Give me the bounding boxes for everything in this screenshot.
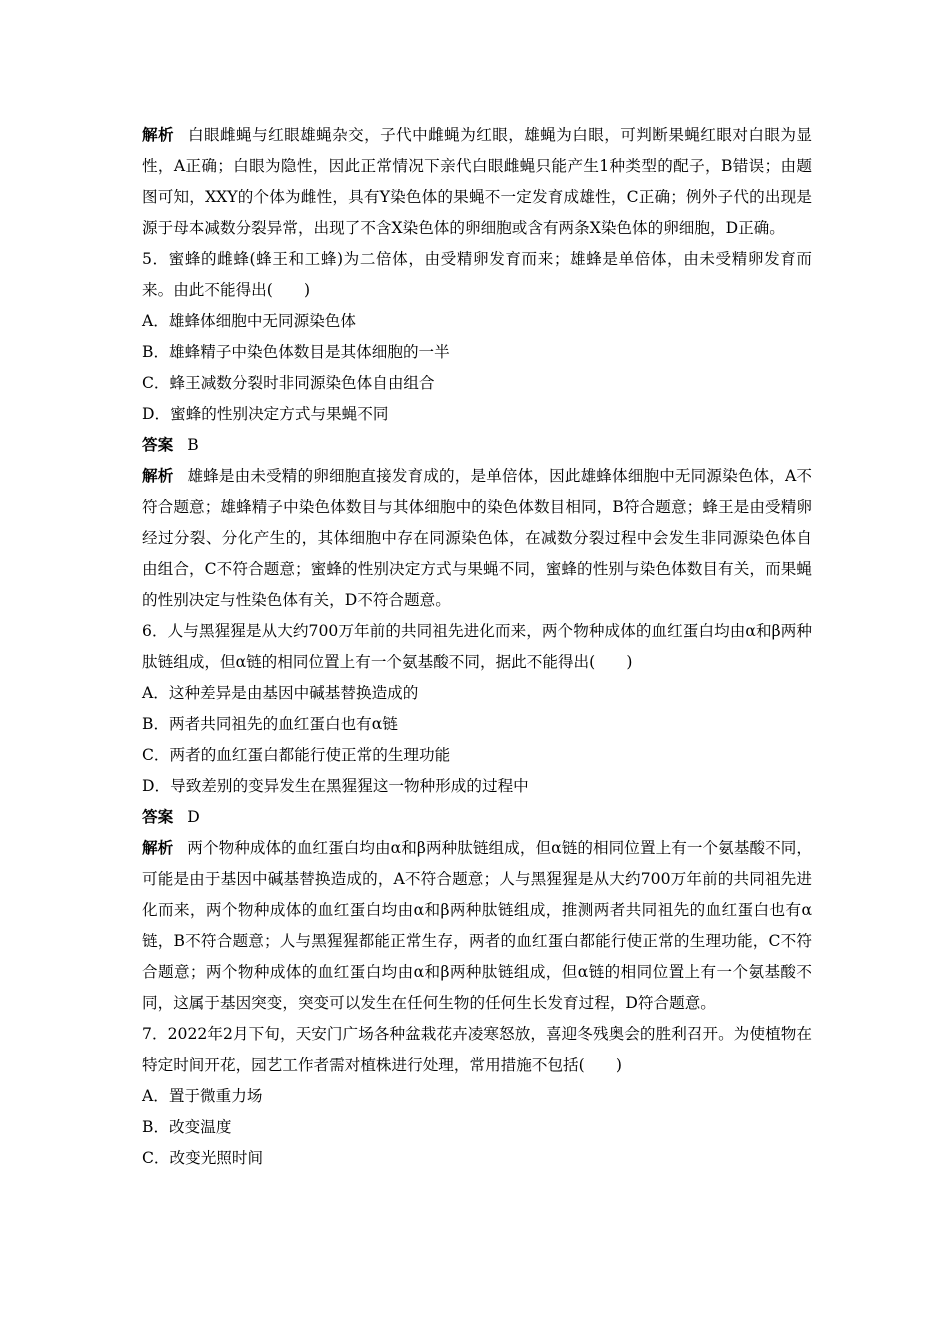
q6-option-b: B．两者共同祖先的血红蛋白也有α链 — [142, 715, 398, 733]
analysis-label: 解析 — [142, 126, 175, 144]
q5-option-c: C．蜂王减数分裂时非同源染色体自由组合 — [142, 374, 435, 392]
q4-analysis — [142, 120, 812, 244]
q7-stem: 7．2022年2月下旬，天安门广场各种盆栽花卉凌寒怒放，喜迎冬残奥会的胜利召开。为使植物在特定时间开花，园艺工作者需对植株进行处理，常用措施不包括( ) — [142, 1025, 812, 1074]
q6-option-c: C．两者的血红蛋白都能行使正常的生理功能 — [142, 746, 451, 764]
answer-label: 答案 — [142, 436, 174, 454]
q6-answer-value: D — [187, 808, 200, 826]
q6-analysis — [142, 833, 812, 1019]
q5-option-a: A．雄蜂体细胞中无同源染色体 — [142, 312, 356, 330]
analysis-label: 解析 — [142, 839, 174, 857]
q6-stem: 6．人与黑猩猩是从大约700万年前的共同祖先进化而来，两个物种成体的血红蛋白均由α和β两种肽链组成，但α链的相同位置上有一个氨基酸不同，据此不能得出( ) — [142, 622, 812, 671]
q5-analysis — [142, 461, 812, 616]
question-5 — [142, 244, 812, 616]
question-7 — [142, 1019, 812, 1174]
q6-option-a: A．这种差异是由基因中碱基替换造成的 — [142, 684, 419, 702]
q5-answer — [142, 430, 812, 461]
answer-label: 答案 — [142, 808, 174, 826]
q5-analysis-text: 雄蜂是由未受精的卵细胞直接发育成的，是单倍体，因此雄蜂体细胞中无同源染色体，A不符合题意；雄蜂精子中染色体数目与其体细胞中的染色体数目相同，B符合题意；蜂王是由受精卵经过分裂、分化产生的，其体细胞中存在同源染色体，在减数分裂过程中会发生非同源染色体自由组合，C不符合题意；蜜蜂的性别决定方式与果蝇不同，蜜蜂的性别与染色体数目有关，而果蝇的性别决定与性染色体有关，D不符合题意。 — [142, 467, 812, 609]
q4-analysis-text: 白眼雌蝇与红眼雄蝇杂交，子代中雌蝇为红眼，雄蝇为白眼，可判断果蝇红眼对白眼为显性，A正确；白眼为隐性，因此正常情况下亲代白眼雌蝇只能产生1种类型的配子，B错误；由题图可知，XXY的个体为雌性，具有Y染色体的果蝇不一定发育成雄性，C正确；例外子代的出现是源于母本减数分裂异常，出现了不含X染色体的卵细胞或含有两条X染色体的卵细胞，D正确。 — [142, 126, 812, 237]
q7-option-a: A．置于微重力场 — [142, 1087, 263, 1105]
question-6 — [142, 616, 812, 1019]
q7-option-c: C．改变光照时间 — [142, 1149, 264, 1167]
q5-stem: 5．蜜蜂的雌蜂(蜂王和工蜂)为二倍体，由受精卵发育而来；雄蜂是单倍体，由未受精卵发育而来。由此不能得出( ) — [142, 250, 812, 299]
q5-option-d: D．蜜蜂的性别决定方式与果蝇不同 — [142, 405, 389, 423]
q6-analysis-text: 两个物种成体的血红蛋白均由α和β两种肽链组成，但α链的相同位置上有一个氨基酸不同，可能是由于基因中碱基替换造成的，A不符合题意；人与黑猩猩是从大约700万年前的共同祖先进化而来，两个物种成体的血红蛋白均由α和β两种肽链组成，推测两者共同祖先的血红蛋白也有α链，B不符合题意；人与黑猩猩都能正常生存，两者的血红蛋白都能行使正常的生理功能，C不符合题意；两个物种成体的血红蛋白均由α和β两种肽链组成，但α链的相同位置上有一个氨基酸不同，这属于基因突变，突变可以发生在任何生物的任何生长发育过程，D符合题意。 — [142, 839, 812, 1012]
q7-option-b: B．改变温度 — [142, 1118, 232, 1136]
q5-option-b: B．雄蜂精子中染色体数目是其体细胞的一半 — [142, 343, 450, 361]
q4-analysis-block — [142, 120, 812, 244]
analysis-label: 解析 — [142, 467, 174, 485]
q5-answer-value: B — [187, 436, 199, 454]
q6-option-d: D．导致差别的变异发生在黑猩猩这一物种形成的过程中 — [142, 777, 529, 795]
q6-answer — [142, 802, 812, 833]
document-page — [142, 120, 812, 1174]
